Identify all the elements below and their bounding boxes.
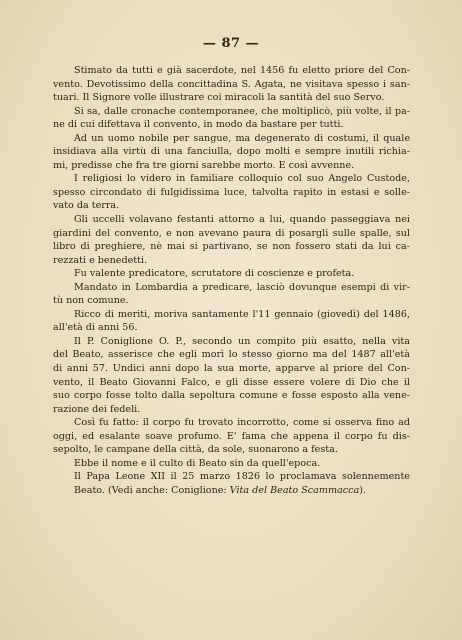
text-line: sepolto, le campane della città, da sole, suonarono a festa.: [53, 444, 338, 456]
final-line-suffix: ).: [359, 484, 367, 496]
text-line: Il P. Coniglione O. P., secondo un compito più esatto, nella vita: [74, 335, 410, 347]
text-line: spesso circondato di fulgidissima luce, talvolta rapito in estasi e solle-: [53, 186, 410, 198]
text-line: razione dei fedeli.: [53, 403, 141, 415]
text-line: insidiava alla virtù di una fanciulla, dopo molti e sempre inutili richia-: [53, 146, 410, 158]
text-line: di anni 57. Undici anni dopo la sua morte, apparve al priore del Con-: [53, 363, 410, 375]
text-line: Fu valente predicatore, scrutatore di coscienze e profeta.: [74, 268, 355, 280]
text-line: del Beato, asserisce che egli morì lo stesso giorno ma del 1487 all'età: [53, 349, 410, 361]
text-line: Stimato da tutti e già sacerdote, nel 1456 fu eletto priore del Con-: [74, 65, 410, 76]
text-line: vato da terra.: [53, 200, 120, 212]
body-text: [53, 64, 410, 498]
text-line: ne di cui difettava il convento, in modo da bastare per tutti.: [53, 119, 344, 131]
text-line: suo corpo fosse tolto dalla sepoltura comune e fosse esposto alla vene-: [53, 390, 410, 402]
text-line: Si sa, dalle cronache contemporanee, che moltiplicò, più volte, il pa-: [74, 105, 410, 117]
text-line: mi, predisse che fra tre giorni sarebbe morto. E così avvenne.: [53, 159, 355, 171]
text-line: Così fu fatto: il corpo fu trovato incorrotto, come si osserva fino ad: [74, 417, 410, 429]
text-line: Ebbe il nome e il culto di Beato sin da quell'epoca.: [74, 457, 321, 469]
text-line: rezzati e benedetti.: [53, 254, 148, 266]
text-line: oggi, ed esalante soave profumo. E' fama che appena il corpo fu dis-: [53, 430, 410, 442]
text-line: Mandato in Lombardia a predicare, lasciò dovunque esempi di vir-: [74, 281, 410, 293]
text-line: vento, il Beato Giovanni Falco, e gli disse essere volere di Dio che il: [53, 376, 410, 388]
page-number: — 87 —: [202, 36, 260, 51]
text-line: libro di preghiere, nè mai si partivano, se non fossero stati da lui ca-: [53, 241, 410, 253]
text-line: giardini del convento, e non avevano paura di posargli sulle spalle, sul: [53, 227, 410, 239]
text-line: I religiosi lo videro in familiare colloquio col suo Angelo Custode,: [74, 173, 410, 185]
citation-title: Vita del Beato Scammacca: [229, 484, 360, 496]
final-line-prefix: Beato. (Vedi anche: Coniglione:: [74, 484, 230, 496]
text-line: Ad un uomo nobile per sangue, ma degenerato di costumi, il quale: [74, 132, 410, 144]
text-line: Gli uccelli volavano festanti attorno a lui, quando passeggiava nei: [74, 214, 410, 226]
text-line: all'età di anni 56.: [53, 322, 138, 334]
text-line: Il Papa Leone XII il 25 marzo 1826 lo proclamava solennemente: [74, 471, 410, 483]
text-line: tuari. Il Signore volle illustrare coi miracoli la santità del suo Servo.: [53, 92, 385, 104]
text-line-final: [53, 484, 410, 498]
text-line: Ricco di meriti, moriva santamente l'11 gennaio (giovedì) del 1486,: [74, 308, 410, 320]
text-line: tù non comune.: [53, 295, 129, 307]
text-line: vento. Devotissimo della concittadina S. Agata, ne visitava spesso i san-: [53, 78, 410, 90]
